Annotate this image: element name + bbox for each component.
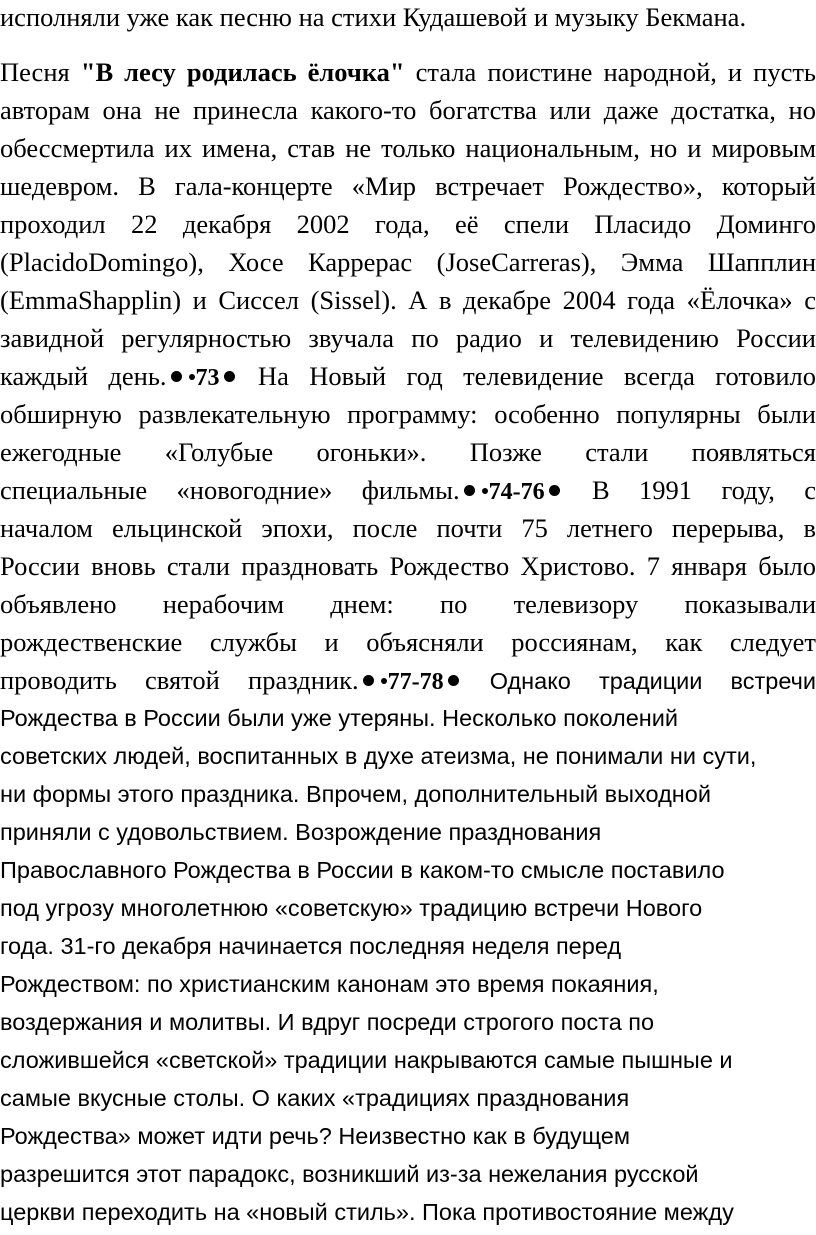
text-line [0,777,816,811]
line-text: началом ельцинской эпохи, после почти 75 летнего перерыва, в [0,513,816,543]
line-text: Однако традиции встречи [461,668,816,694]
bullet-icon [189,374,195,380]
reference-marker: 74-76 [488,479,545,505]
line-text: (PlacidoDomingo), Хосе Каррерас (JoseCarreras), Эмма Шапплин [0,247,816,277]
reference-marker: 73 [195,365,220,391]
text-line [0,93,816,127]
text-line [0,435,816,469]
line-text: советских людей, воспитанных в духе атеизма, не понимали ни сути, [0,743,757,769]
line-text: завидной регулярностью звучала по радио и телевидению России [0,323,816,353]
text-line [0,549,816,583]
line-text: под угрозу многолетнюю «советскую» традицию встречи Нового [0,895,703,921]
line-text: Рождества в России были уже утеряны. Несколько поколений [0,705,679,731]
reference-marker: 77-78 [387,669,444,695]
text-line [0,207,816,241]
text-line [0,1043,816,1077]
line-text: воздержания и молитвы. И вдруг посреди строгого поста по [0,1009,655,1035]
line-text: ежегодные «Голубые огоньки». Позже стали появляться [0,437,816,467]
bullet-icon [464,485,475,496]
bullet-icon [448,675,459,686]
text-line [0,245,816,279]
text-line [0,815,816,849]
line-text: Рождества» может идти речь? Неизвестно как в будущем [0,1123,631,1149]
text-line [0,663,816,699]
line-text: обширную развлекательную программу: особенно популярны были [0,399,816,429]
text-line [0,359,816,395]
text-line [0,891,816,925]
text-line [0,1119,816,1153]
line-text: шедевром. В гала-концерте «Мир встречает Рождество», который [0,171,816,201]
text-line [0,0,816,34]
line-text: церкви переходить на «новый стиль». Пока противостояние между [0,1199,734,1225]
line-text: сложившейся «светской» традиции накрываются самые пышные и [0,1047,733,1073]
text-line [0,587,816,621]
text-line [0,929,816,963]
text-line [0,967,816,1001]
line-text: года. 31-го декабря начинается последняя неделя перед [0,933,622,959]
text-line [0,625,816,659]
text-line [0,701,816,735]
line-text: России вновь стали праздновать Рождество Христово. 7 января было [0,551,816,581]
bullet-icon [224,371,235,382]
text-line [0,473,816,509]
line-text: Песня [0,57,81,87]
text-line [0,1005,816,1039]
text-line [0,853,816,887]
text-line [0,55,816,89]
line-text: обессмертила их имена, став не только национальным, но и мировым [0,133,816,163]
line-text: авторам она не принесла какого-то богатства или даже достатка, но [0,95,816,125]
text-line [0,1157,816,1191]
line-text: специальные «новогодние» фильмы. [0,475,460,505]
text-line [0,1195,816,1229]
bullet-icon [363,675,374,686]
text-line [0,1081,816,1115]
bullet-icon [381,678,387,684]
line-text: В 1991 году, с [562,475,816,505]
bullet-icon [171,371,182,382]
line-text: объявлено нерабочим днем: по телевизору показывали [0,589,816,619]
bullet-icon [482,488,488,494]
line-text: разрешится этот парадокс, возникший из-за нежелания русской [0,1161,699,1187]
text-line [0,739,816,773]
line-text: Православного Рождества в России в каком-то смысле поставило [0,857,725,883]
line-text: каждый день. [0,361,167,391]
text-line [0,397,816,431]
line-text: приняли с удовольствием. Возрождение празднования [0,819,602,845]
line-text: Рождеством: по христианским канонам это время покаяния, [0,971,659,997]
text-line [0,169,816,203]
line-text: стала поистине народной, и пусть [404,57,816,87]
line-text: проводить святой праздник. [0,665,359,695]
line-text: самые вкусные столы. О каких «традициях празднования [0,1085,630,1111]
text-line [0,321,816,355]
line-text: ни формы этого праздника. Впрочем, дополнительный выходной [0,781,711,807]
text-line [0,131,816,165]
line-text: исполняли уже как песню на стихи Кудашевой и музыку Бекмана. [0,2,747,32]
song-title: "В лесу родилась ёлочка" [80,57,405,87]
line-text: рождественские службы и объясняли россиянам, как следует [0,627,816,657]
text-line [0,511,816,545]
line-text: проходил 22 декабря 2002 года, её спели Пласидо Доминго [0,209,816,239]
text-line [0,283,816,317]
line-text: На Новый год телевидение всегда готовило [237,361,816,391]
line-text: (EmmaShapplin) и Сиссел (Sissel). А в декабре 2004 года «Ёлочка» с [0,285,816,315]
bullet-icon [549,485,560,496]
